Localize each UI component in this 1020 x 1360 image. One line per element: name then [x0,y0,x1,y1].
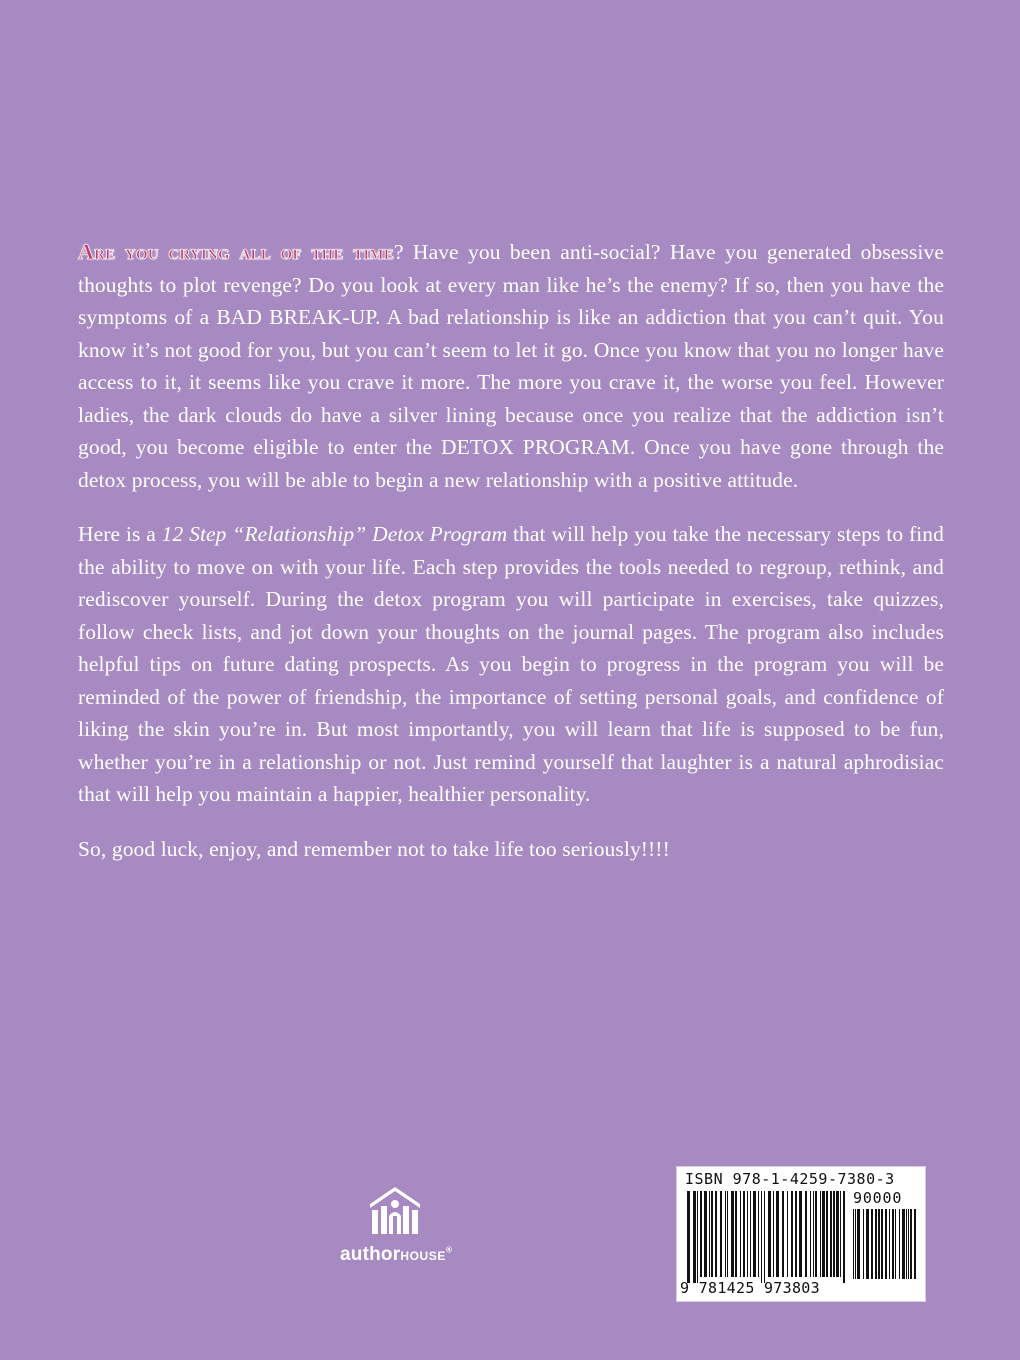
back-cover-copy [78,236,944,887]
barcode-bar [697,1191,698,1283]
barcode-bar [735,1191,737,1277]
barcode-bar [750,1191,751,1277]
barcode-bar [902,1209,905,1279]
publisher-name-part2: HOUSE [400,1249,446,1263]
barcode-bar [725,1191,726,1277]
registered-mark: ® [446,1245,453,1255]
barcode-bar [687,1191,690,1283]
barcode-bar [885,1209,887,1279]
ean-barcode-bars [687,1191,847,1283]
barcode-bar [720,1191,722,1277]
addon-barcode-bars [853,1209,919,1279]
closing-paragraph: So, good luck, enjoy, and remember not to take life too seriously!!!! [78,836,670,861]
intro-text: Have you been anti-social? Have you generated obsessive thoughts to plot revenge? Do you look at every man like he’s the enemy? If so, then you have the symptoms of a BAD BREAK-UP. A bad relationship is like an addiction that you can’t quit. You know it’s not good for you, but you can’t seem to let it go. Once you know that you no longer have access to it, it seems like you crave it more. The more you crave it, the worse you feel. However ladies, the dark clouds do have a silver lining because once you realize that the addiction isn’t good, you become eligible to enter the DETOX PROGRAM. Once you have gone through the detox process, you will be able to begin a new relationship with a positive attitude. [78,240,944,492]
barcode-bar [840,1191,841,1277]
barcode-bar [747,1191,748,1277]
barcode-bar [768,1191,771,1277]
intro-paragraph [78,236,944,496]
barcode-bar [740,1191,741,1277]
barcode-bar [895,1209,896,1279]
barcode-bar [910,1209,912,1279]
lead-question-mark: ? [393,240,404,264]
program-paragraph [78,518,944,811]
barcode-bar [795,1191,797,1277]
barcode-bar [764,1191,765,1283]
barcode-bar [727,1191,728,1277]
barcode-bar [753,1191,756,1277]
barcode-bar [776,1191,779,1277]
barcode-bar [906,1209,907,1279]
barcode-bar [709,1191,710,1277]
publisher-name-part1: author [340,1244,401,1265]
barcode-bar [914,1209,916,1279]
barcode-bar [843,1191,845,1283]
barcode-bar [833,1191,835,1277]
barcode-bar [881,1209,883,1279]
barcode-bar [863,1209,864,1279]
barcode-bar [810,1191,811,1277]
barcode-bar [866,1209,869,1279]
barcode-bar [731,1191,734,1277]
barcode-bar [773,1191,774,1277]
program-title: 12 Step “Relationship” Detox Program [161,522,508,546]
barcode-bar [836,1191,839,1277]
barcode-bar [815,1191,817,1277]
lead-question: Are you crying all of the time [78,239,394,264]
barcode-bar [899,1209,900,1279]
barcode-bar [704,1191,707,1277]
barcode-bar [892,1209,894,1279]
barcode-bar [875,1209,877,1279]
barcode-bar [799,1191,802,1277]
isbn-barcode [676,1166,926,1302]
program-pre: Here is a [78,522,162,546]
barcode-bar [822,1191,825,1277]
barcode-bar [711,1191,713,1277]
price-code: 90000 [853,1189,903,1207]
barcode-bar [715,1191,717,1277]
barcode-bar [758,1191,759,1277]
barcode-bar [857,1209,860,1279]
program-text: that will help you take the necessary steps to find the ability to move on with your life. Each step provides the tools needed to regroup, rethink, and rediscover yourself. During the detox program you will participate in exercises, take quizzes, follow check lists, and jot down your thoughts on the journal pages. The program also includes helpful tips on future dating prospects. As you begin to progress in the program you will be reminded of the power of friendship, the importance of setting personal goals, and confidence of liking the skin you’re in. But most importantly, you will learn that life is supposed to be fun, whether you’re in a relationship or not. Just remind yourself that laughter is a natural aphrodisiac that will help you maintain a happier, healthier personality. [78,522,945,806]
barcode-bar [871,1209,873,1279]
barcode-bar [743,1191,745,1277]
ean-number: 9 781425 973803 [680,1279,820,1297]
barcode-bar [855,1209,856,1279]
barcode-bar [813,1191,814,1277]
barcode-bar [889,1209,890,1279]
barcode-bar [787,1191,788,1277]
barcode-bar [908,1209,909,1279]
barcode-bar [805,1191,807,1277]
barcode-bar [693,1191,696,1283]
barcode-bar [830,1191,832,1277]
barcode-bar [826,1191,828,1277]
authorhouse-logo-icon [366,1182,424,1240]
publisher-logo [340,1182,453,1266]
barcode-bar [782,1191,784,1277]
barcode-bar [853,1209,854,1279]
isbn-number: ISBN 978-1-4259-7380-3 [685,1170,895,1188]
barcode-bar [700,1191,702,1277]
barcode-bar [791,1191,793,1277]
barcode-bar [761,1191,762,1283]
barcode-bar [878,1209,880,1279]
publisher-name [340,1244,453,1266]
barcode-bar [820,1191,821,1277]
